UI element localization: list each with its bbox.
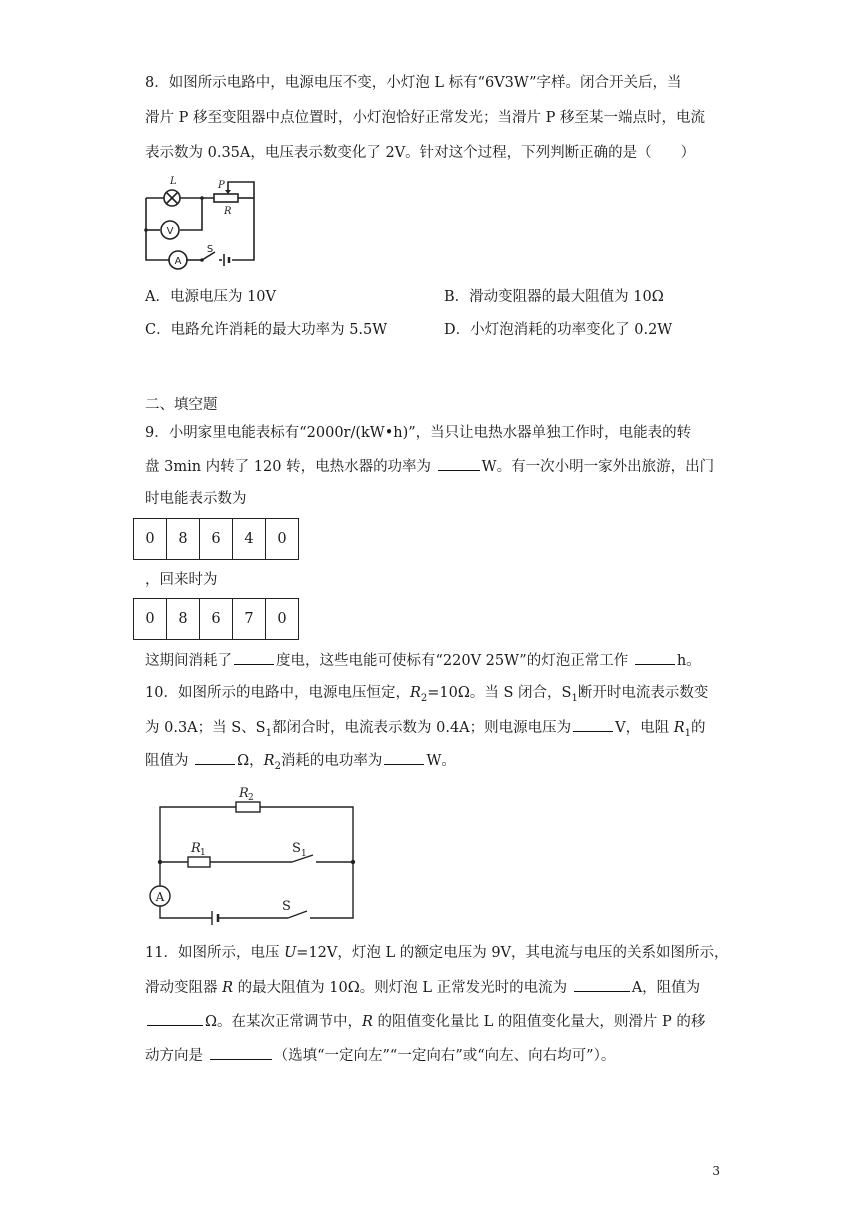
q10-label-r1-sub: 1 <box>200 848 206 858</box>
q11-text: 滑动变阻器 <box>145 980 223 996</box>
q11-text: Ω。在某次正常调节中， <box>205 1014 363 1030</box>
q9-line-4-text-b: 度电，这些电能可使标有“220V 25W”的灯泡正常工作 <box>276 653 633 669</box>
q9-line-2 <box>145 456 714 477</box>
q11-text: 11．如图所示，电压 <box>145 945 285 961</box>
q9-blank-power[interactable] <box>438 456 480 471</box>
q10-symbol-r: R <box>263 753 275 769</box>
q11-blank-direction[interactable] <box>210 1045 272 1060</box>
q10-circuit-diagram <box>140 780 370 925</box>
q10-text: 断开时电流表示数变 <box>577 685 709 701</box>
q9-blank-hours[interactable] <box>635 650 675 665</box>
q10-subscript: 2 <box>420 692 428 704</box>
q10-subscript: 1 <box>265 727 272 739</box>
q8-label-s: S <box>206 244 214 255</box>
q8-line-3: 表示数为 0.35A，电压表示数变化了 2V。针对这个过程，下列判断正确的是（ ） <box>145 145 696 161</box>
q9-line-2-text-a: 盘 3min 内转了 120 转，电热水器的功率为 <box>145 459 436 475</box>
q10-text: V，电阻 <box>615 720 674 736</box>
page-number: 3 <box>712 1164 720 1178</box>
q10-symbol-r: R <box>673 720 685 736</box>
q10-text: 为 0.3A；当 S、S <box>145 720 266 736</box>
q10-label-r2-sub: 2 <box>248 793 254 803</box>
q9-mid-text: ，回来时为 <box>145 572 218 588</box>
meter-digit: 0 <box>266 519 299 560</box>
q11-text: 的阻值变化量比 L 的阻值变化量大，则滑片 P 的移 <box>372 1014 706 1030</box>
q11-text: 的最大阻值为 10Ω。则灯泡 L 正常发光时的电流为 <box>233 980 572 996</box>
meter-digit: 0 <box>134 519 167 560</box>
meter-reading-start <box>133 518 299 560</box>
q8-label-p: P <box>218 180 225 191</box>
q10-blank-resistance[interactable] <box>195 750 235 765</box>
meter-digit: 4 <box>233 519 266 560</box>
q11-text: =12V，灯泡 L 的额定电压为 9V，其电流与电压的关系如图所示， <box>296 945 729 961</box>
q8-line-1: 8．如图所示电路中，电源电压不变，小灯泡 L 标有“6V3W”字样。闭合开关后，当 <box>145 75 682 91</box>
q10-line-2 <box>145 717 706 744</box>
q11-text: A，阻值为 <box>631 980 701 996</box>
q11-line-3 <box>145 1011 705 1032</box>
q11-symbol-r: R <box>362 1014 373 1030</box>
q10-blank-voltage[interactable] <box>573 717 613 732</box>
q9-line-4-text-a: 这期间消耗了 <box>145 653 232 669</box>
meter-reading-end <box>133 598 299 640</box>
q10-label-s: S <box>282 899 291 914</box>
q10-text: Ω， <box>237 753 264 769</box>
q11-text: （选填“一定向左”“一定向右”或“向左、向右均可”）。 <box>273 1048 616 1064</box>
q11-text: 动方向是 <box>145 1048 208 1064</box>
q11-blank-resistance[interactable] <box>147 1011 203 1026</box>
q9-blank-energy[interactable] <box>234 650 274 665</box>
q10-symbol-r: R <box>409 685 421 701</box>
meter-digit: 6 <box>200 599 233 640</box>
q11-line-2 <box>145 977 700 998</box>
q9-line-4-text-c: h。 <box>676 653 701 669</box>
q10-label-a: A <box>155 890 165 904</box>
q10-text: 消耗的电功率为 <box>280 753 383 769</box>
q8-line-2: 滑片 P 移至变阻器中点位置时，小灯泡恰好正常发光；当滑片 P 移至某一端点时，电流 <box>145 110 705 126</box>
q10-text: 10．如图所示的电路中，电源电压恒定， <box>145 685 410 701</box>
q8-option-a[interactable]: A．电源电压为 10V <box>145 289 277 305</box>
q8-label-a: A <box>174 256 182 267</box>
q10-line-3 <box>145 750 456 777</box>
meter-digit: 6 <box>200 519 233 560</box>
meter-digit: 8 <box>167 519 200 560</box>
q10-text: 都闭合时，电流表示数为 0.4A；则电源电压为 <box>272 720 572 736</box>
q8-label-l: L <box>170 176 177 187</box>
q10-text: =10Ω。当 S 闭合，S <box>427 685 572 701</box>
q10-text: 的 <box>691 720 706 736</box>
q9-line-4 <box>145 650 701 671</box>
section-title: 二、填空题 <box>145 397 218 413</box>
q9-line-1: 9．小明家里电能表标有“2000r/(kW•h)”，当只让电热水器单独工作时，电能表的转 <box>145 425 692 441</box>
q10-text: W。 <box>426 753 456 769</box>
q10-line-1 <box>145 683 708 709</box>
q11-symbol-u: U <box>284 945 297 961</box>
q8-label-r: R <box>224 206 232 217</box>
q10-label-r1: R <box>191 841 201 856</box>
q10-label-s1: S <box>292 841 301 856</box>
q11-symbol-r: R <box>222 980 234 996</box>
meter-digit: 0 <box>266 599 299 640</box>
q10-text: 阻值为 <box>145 753 194 769</box>
q9-line-3: 时电能表示数为 <box>145 491 247 507</box>
q8-option-b[interactable]: B．滑动变阻器的最大阻值为 10Ω <box>444 289 664 305</box>
meter-digit: 7 <box>233 599 266 640</box>
q8-option-d[interactable]: D．小灯泡消耗的功率变化了 0.2W <box>444 322 673 338</box>
q10-subscript: 1 <box>684 727 692 739</box>
q10-label-s1-sub: 1 <box>301 849 307 859</box>
q10-label-r2: R <box>239 786 249 801</box>
q8-label-v: V <box>166 226 174 237</box>
q10-subscript: 2 <box>274 760 281 772</box>
meter-digit: 0 <box>134 599 167 640</box>
q10-blank-power[interactable] <box>384 750 424 765</box>
q11-line-4 <box>145 1045 615 1066</box>
q8-circuit-diagram <box>140 172 260 270</box>
q8-option-c[interactable]: C．电路允许消耗的最大功率为 5.5W <box>145 322 388 338</box>
q11-blank-current[interactable] <box>574 977 630 992</box>
q11-line-1 <box>145 943 729 963</box>
q10-subscript: 1 <box>571 692 578 704</box>
meter-digit: 8 <box>167 599 200 640</box>
q9-line-2-text-b: W。有一次小明一家外出旅游，出门 <box>481 459 715 475</box>
